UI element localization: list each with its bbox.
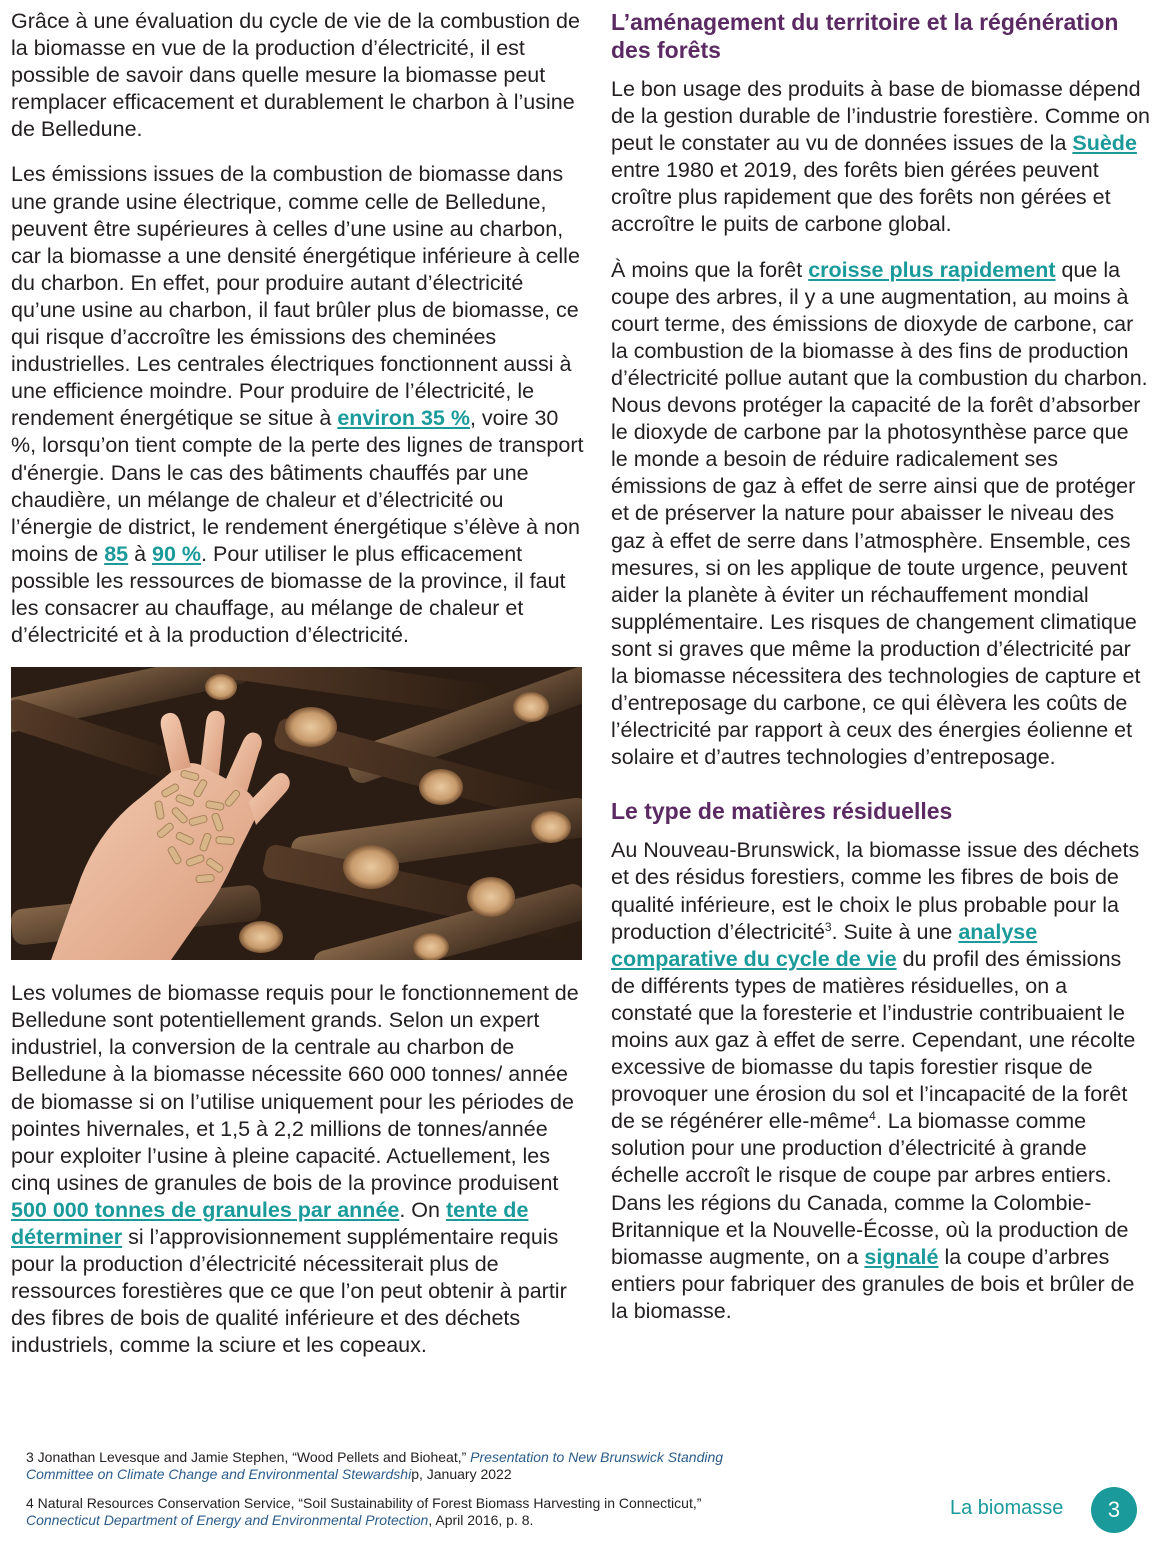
link-croisse-plus-rapidement[interactable]: croisse plus rapidement bbox=[808, 257, 1056, 282]
text-run: Les volumes de biomasse requis pour le fonctionnement de Belledune sont potentiellement grands. Selon un expert industriel, la conversion de la centrale au charbon de Belledune à la biomasse nécessite 660 000 tonnes/ année de biomasse si on l’utilise uniquement pour les périodes de pointes hivernales, et 1,5 à 2,2 millions de tonnes/année pour exploiter l’usine à pleine capacité. Actuellement, les cinq usines de granules de bois de la province produisent bbox=[11, 981, 579, 1195]
text-run: du profil des émissions de différents types de matières résiduelles, on a constaté que la foresterie et l’industrie contribuaient le moins aux gaz à effet de serre. Cependant, une récolte excessive de biomasse du tapis forestier risque de provoquer une érosion du sol et l’incapacité de la forêt de se régénérer elle-même bbox=[611, 946, 1136, 1134]
text-run: la coupe d’arbres entiers pour fabriquer des granules de bois et brûler de la biomasse. bbox=[611, 1244, 1135, 1323]
page-number-badge: 3 bbox=[1091, 1487, 1137, 1533]
text-run: , voire 30 %, lorsqu’on tient compte de la perte des lignes de transport d'énergie. Dans le cas des bâtiments chauffés par une chaudière, un mélange de chaleur et d’électricité ou l’énergie de district, le rendement énergétique s’élève à non moins de bbox=[11, 406, 584, 566]
paragraph-residual-materials bbox=[611, 837, 1151, 1325]
paragraph-lca-intro: Grâce à une évaluation du cycle de vie de la combustion de la biomasse en vue de la production d’électricité, il est possible de savoir dans quelle mesure la biomasse peut remplacer efficacement et durablement le charbon à l’usine de Belledune. bbox=[11, 9, 580, 142]
text-run: à bbox=[128, 541, 153, 566]
paragraph-emissions bbox=[11, 161, 586, 649]
link-tente-de-determiner[interactable]: tente de déterminer bbox=[11, 1197, 529, 1249]
text-run: Le bon usage des produits à base de biomasse dépend de la gestion durable de l’industrie forestière. Comme on peut le constater au vu de données issues de la bbox=[611, 77, 1150, 156]
text-run: que la coupe des arbres, il y a une augmentation, au moins à court terme, des émissions de dioxyde de carbone, car la combustion de la biomasse à des fins de production d’électricité pollue autant que la combustion du charbon. Nous devons protéger la capacité de la forêt d’absorber le dioxyde de carbone par la photosynthèse parce que le monde a besoin de réduire radicalement ses émissions de gaz à effet de serre ainsi que de protéger et de préserver la nature pour abaisser le niveau des gaz à effet de serre dans l’atmosphère. Ensemble, ces mesures, si on les applique de toute urgence, peuvent aider la planète à éviter un réchauffement mondial supplémentaire. Les risques de changement climatique sont si graves que même la production d’électricité par la biomasse nécessitera des technologies de capture et d’entreposage du carbone, ce qui élèvera les coûts de l’électricité par rapport à ceux des énergies éolienne et solaire et d’autres technologies d’entreposage. bbox=[611, 257, 1148, 770]
footnote-ref-4: 4 bbox=[869, 1109, 876, 1124]
text-run: 4 Natural Resources Conservation Service, “Soil Sustainability of Forest Biomass Harvesting in Connecticut,” bbox=[26, 1495, 702, 1511]
link-analyse-comparative[interactable]: analyse comparative du cycle de vie bbox=[611, 919, 1038, 971]
wood-pellets-illustration bbox=[11, 667, 582, 960]
text-run: si l’approvisionnement supplémentaire requis pour la production d’électricité nécessiterait plus de ressources forestières que ce que l’on peut obtenir à partir des fibres de bois de qualité inférieure et des déchets industriels, comme la sciure et les copeaux. bbox=[11, 1225, 567, 1358]
text-run: p, January 2022 bbox=[411, 1466, 512, 1482]
link-environ-35[interactable]: environ 35 % bbox=[337, 406, 470, 431]
heading-land-use: L’aménagement du territoire et la régénération des forêts bbox=[611, 9, 1119, 63]
text-run: À moins que la forêt bbox=[611, 257, 809, 282]
link-85[interactable]: 85 bbox=[104, 541, 129, 566]
link-90[interactable]: 90 % bbox=[152, 541, 202, 566]
text-run: Les émissions issues de la combustion de biomasse dans une grande usine électrique, comme celle de Belledune, peuvent être supérieures à celles d’une usine au charbon, car la biomasse a une densité énergétique inférieure à celle du charbon. En effet, pour produire autant d’électricité qu’une usine au charbon, il faut brûler plus de biomasse, ce qui risque d’accroître les émissions des cheminées industrielles. Les centrales électriques fonctionnent aussi à une efficience moindre. Pour produire de l’électricité, le rendement énergétique se situe à bbox=[11, 162, 580, 431]
link-signale[interactable]: signalé bbox=[864, 1244, 939, 1269]
footnote-ref-3: 3 bbox=[824, 919, 832, 934]
footnote-4-source: Connecticut Department of Energy and Environmental Protection bbox=[26, 1512, 429, 1528]
text-run: , April 2016, p. 8. bbox=[428, 1512, 534, 1528]
footnote-3-source: Presentation to New Brunswick Standing Committee on Climate Change and Environmental Stewardshi bbox=[26, 1449, 724, 1482]
text-run: . Suite à une bbox=[831, 919, 959, 944]
text-run: Au Nouveau-Brunswick, la biomasse issue des déchets et des résidus forestiers, comme les fibres de bois de qualité inférieure, est le choix le plus probable pour la production d’électricité bbox=[611, 838, 1140, 944]
text-run: . Pour utiliser le plus efficacement possible les ressources de biomasse de la province, il faut les consacrer au chauffage, au mélange de chaleur et d’électricité et à la production d’électricité. bbox=[11, 541, 566, 648]
footer-section-label: La biomasse bbox=[950, 1497, 1064, 1519]
text-run: entre 1980 et 2019, des forêts bien gérées peuvent croître plus rapidement que des forêts non gérées et accroître le puits de carbone global. bbox=[611, 158, 1111, 237]
link-suede[interactable]: Suède bbox=[1072, 131, 1137, 156]
right-column bbox=[611, 8, 1151, 1343]
footnotes bbox=[26, 1449, 726, 1541]
text-run: . La biomasse comme solution pour une production d’électricité à grande échelle accroît le risque de coupe par arbres entiers. Dans les régions du Canada, comme la Colombie-Britannique et la Nouvelle-Écosse, où la production de biomasse augmente, on a bbox=[611, 1109, 1129, 1269]
footnote-3 bbox=[26, 1449, 726, 1483]
wood-pellets-photo bbox=[11, 667, 582, 960]
paragraph-forest-growth bbox=[611, 257, 1151, 772]
text-run: 3 Jonathan Levesque and Jamie Stephen, “Wood Pellets and Bioheat,” bbox=[26, 1449, 471, 1465]
paragraph-forest-management bbox=[611, 76, 1151, 239]
footnote-4 bbox=[26, 1495, 726, 1529]
heading-residual-materials: Le type de matières résiduelles bbox=[611, 798, 953, 825]
link-500000-tonnes[interactable]: 500 000 tonnes de granules par année bbox=[11, 1197, 400, 1222]
left-column bbox=[11, 8, 586, 1377]
paragraph-volumes bbox=[11, 980, 586, 1359]
text-run: . On bbox=[399, 1197, 446, 1222]
